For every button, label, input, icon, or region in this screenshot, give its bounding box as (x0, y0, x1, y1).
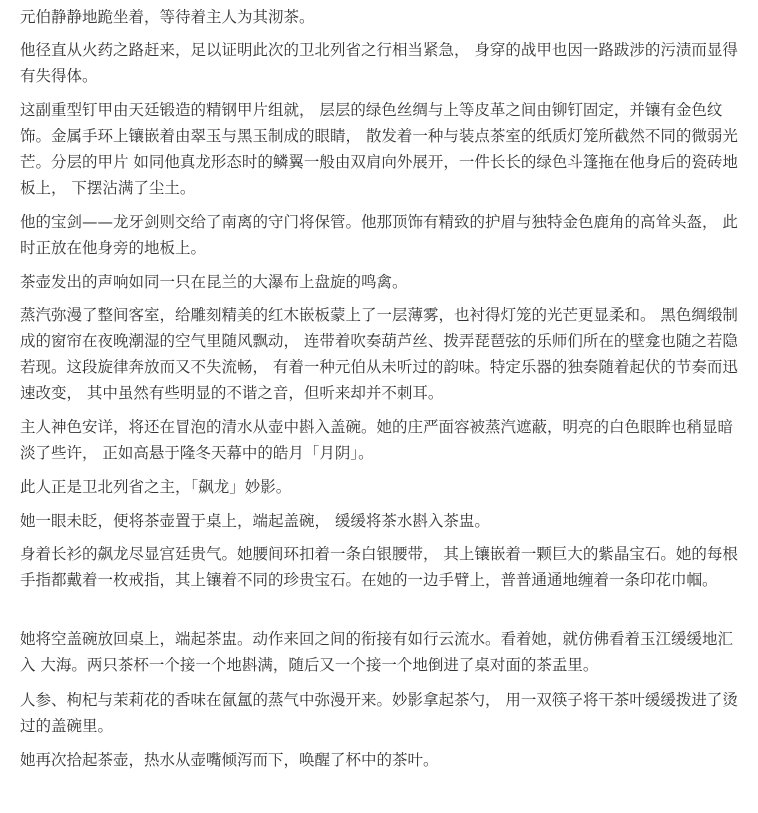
paragraph-6: 蒸汽弥漫了整间客室，给雕刻精美的红木嵌板蒙上了一层薄雾，也衬得灯笼的光芒更显柔和。 黑色绸缎制成的窗帘在夜晚潮湿的空气里随风飘动， 连带着吹奏葫芦丝、拨弄琵琶弦的乐师们所在的壁龛也随之若隐若现。这段旋律奔放而又不失流畅， 有着一种元伯从未听过的韵味。特定乐器的独奏随着起伏的节奏而迅速改变， 其中虽然有些明显的不谐之音，但听来却并不刺耳。 (20, 306, 738, 402)
paragraph-12: 人参、枸杞与茉莉花的香味在氤氲的蒸气中弥漫开来。妙影拿起茶勺， 用一双筷子将干茶叶缓缓拨进了烫过的盖碗里。 (20, 691, 738, 735)
paragraph-2: 他径直从火药之路赶来，足以证明此次的卫北列省之行相当紧急， 身穿的战甲也因一路跋涉的污渍而显得有失得体。 (20, 41, 738, 85)
paragraph-8: 此人正是卫北列省之主，「飙龙」妙影。 (20, 478, 292, 496)
paragraph-4: 他的宝剑——龙牙剑则交给了南离的守门将保管。他那顶饰有精致的护眉与独特金色鹿角的高耸头盔， 此时正放在他身旁的地板上。 (20, 213, 738, 257)
paragraph-10: 身着长衫的飙龙尽显宫廷贵气。她腰间环扣着一条白银腰带， 其上镶嵌着一颗巨大的紫晶宝石。她的每根手指都戴着一枚戒指，其上镶着不同的珍贵宝石。在她的一边手臂上，普普通通地缠着一条印花巾帼。 (20, 545, 738, 589)
paragraph-11: 她将空盖碗放回桌上，端起茶盅。动作来回之间的衔接有如行云流水。看着她，就仿佛看着玉江缓缓地汇入 大海。两只茶杯一个接一个地斟满，随后又一个接一个地倒进了桌对面的茶盂里。 (20, 630, 734, 674)
paragraph-13: 她再次拾起茶壶，热水从壶嘴倾泻而下，唤醒了杯中的茶叶。 (20, 751, 439, 769)
paragraph-7: 主人神色安详，将还在冒泡的清水从壶中斟入盖碗。她的庄严面容被蒸汽遮蔽，明亮的白色眼眸也稍显暗淡了些许， 正如高悬于隆冬天幕中的皓月「月阴」。 (20, 418, 734, 462)
paragraph-3: 这副重型钉甲由天廷锻造的精钢甲片组就， 层层的绿色丝绸与上等皮革之间由铆钉固定，并镶有金色纹饰。金属手环上镶嵌着由翠玉与黑玉制成的眼睛， 散发着一种与装点茶室的纸质灯笼所截然不同的微弱光芒。分层的甲片 如同他真龙形态时的鳞翼一般由双肩向外展开，一件长长的绿色斗篷拖在他身后的瓷砖地板上， 下摆沾满了尘土。 (20, 101, 738, 197)
paragraph-1: 元伯静静地跪坐着，等待着主人为其沏茶。 (20, 8, 315, 26)
paragraph-9: 她一眼未眨，便将茶壶置于桌上，端起盖碗， 缓缓将茶水斟入茶盅。 (20, 512, 490, 530)
paragraph-5: 茶壶发出的声响如同一只在昆兰的大瀑布上盘旋的鸣禽。 (20, 273, 408, 291)
